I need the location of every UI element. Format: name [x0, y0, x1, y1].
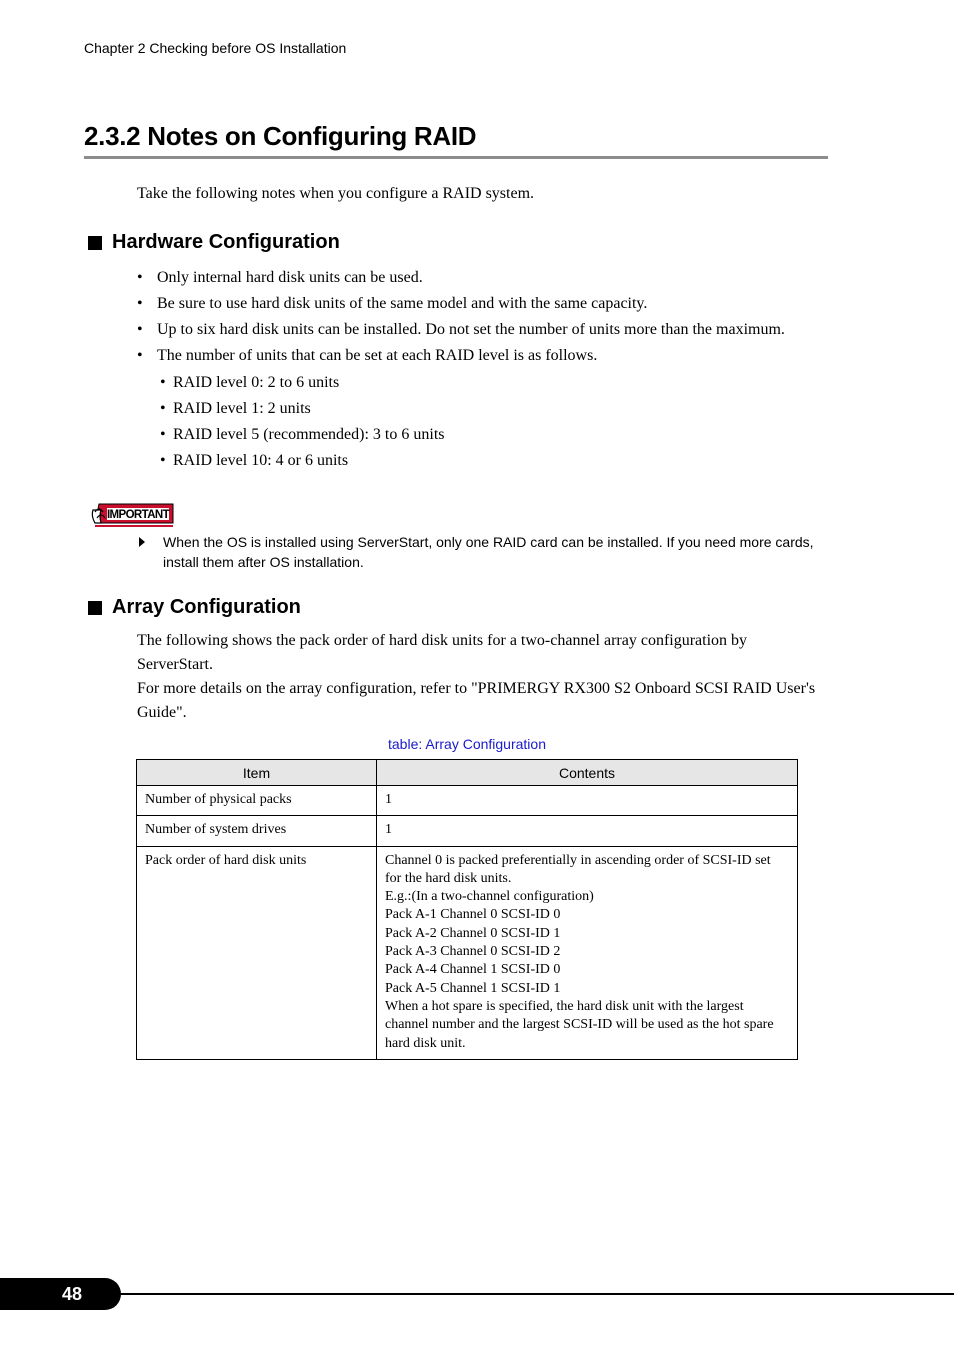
list-item: • RAID level 0: 2 to 6 units	[160, 373, 445, 399]
list-item: • Up to six hard disk units can be installed. Do not set the number of units more than the maximum.	[137, 320, 785, 346]
page-number	[0, 1278, 150, 1310]
contents-line: Pack A-2 Channel 0 SCSI-ID 1	[385, 925, 561, 941]
page-number-label: 48	[62, 1284, 83, 1304]
contents-line: Pack A-5 Channel 1 SCSI-ID 1	[385, 980, 561, 996]
running-header: Chapter 2 Checking before OS Installation	[84, 40, 347, 56]
list-item: • Be sure to use hard disk units of the same model and with the same capacity.	[137, 294, 785, 320]
important-badge-label: IMPORTANT	[106, 509, 170, 521]
array-paragraph-1: The following shows the pack order of hard disk units for a two-channel array configuration by ServerStart.	[137, 632, 748, 673]
table-cell-contents: 1	[377, 816, 798, 846]
contents-line: Pack A-1 Channel 0 SCSI-ID 0	[385, 907, 561, 923]
table-row	[137, 816, 798, 846]
array-configuration-table	[136, 759, 798, 1060]
table-cell-item: Pack order of hard disk units	[137, 846, 377, 1059]
array-paragraph-2: For more details on the array configuration, refer to "PRIMERGY RX300 S2 Onboard SCSI RAID User's Guide".	[137, 680, 816, 721]
table-header-row	[137, 760, 798, 786]
important-badge-icon	[91, 502, 175, 528]
list-item: • The number of units that can be set at each RAID level is as follows.	[137, 346, 785, 372]
column-header-contents: Contents	[377, 760, 798, 786]
important-note-text: When the OS is installed using ServerStart, only one RAID card can be installed. If you need more cards, install them after OS installation.	[163, 534, 814, 570]
table-cell-item: Number of physical packs	[137, 786, 377, 816]
intro-text: Take the following notes when you configure a RAID system.	[137, 185, 535, 202]
table-caption: table: Array Configuration	[388, 736, 546, 752]
contents-line: E.g.:(In a two-channel configuration)	[385, 889, 594, 905]
table-cell-contents: 1	[377, 786, 798, 816]
list-item: • RAID level 5 (recommended): 3 to 6 units	[160, 425, 445, 451]
array-description	[137, 629, 817, 725]
table-row	[137, 786, 798, 816]
arrow-right-icon	[139, 537, 145, 547]
hardware-bullet-list	[137, 268, 785, 372]
table-cell-item: Number of system drives	[137, 816, 377, 846]
section-rule	[84, 156, 828, 159]
table-row	[137, 846, 798, 1059]
table-cell-contents	[377, 846, 798, 1059]
contents-line: Pack A-4 Channel 1 SCSI-ID 0	[385, 962, 561, 978]
square-bullet-icon	[88, 601, 102, 615]
contents-line: Channel 0 is packed preferentially in ascending order of SCSI-ID set for the hard disk units.	[385, 852, 771, 886]
hardware-heading-label: Hardware Configuration	[112, 231, 340, 253]
list-item: • RAID level 1: 2 units	[160, 399, 445, 425]
hardware-heading	[88, 231, 340, 254]
contents-line: When a hot spare is specified, the hard disk unit with the largest channel number and the largest SCSI-ID will be used as the hot spare hard disk unit.	[385, 998, 774, 1051]
column-header-item: Item	[137, 760, 377, 786]
section-title: 2.3.2 Notes on Configuring RAID	[84, 121, 477, 151]
array-heading	[88, 596, 301, 619]
list-item: • Only internal hard disk units can be used.	[137, 268, 785, 294]
raid-level-list	[160, 373, 445, 477]
contents-line: Pack A-3 Channel 0 SCSI-ID 2	[385, 944, 561, 960]
array-heading-label: Array Configuration	[112, 596, 301, 618]
list-item: • RAID level 10: 4 or 6 units	[160, 451, 445, 477]
footer-rule	[100, 1293, 954, 1295]
square-bullet-icon	[88, 236, 102, 250]
important-note	[139, 532, 819, 572]
